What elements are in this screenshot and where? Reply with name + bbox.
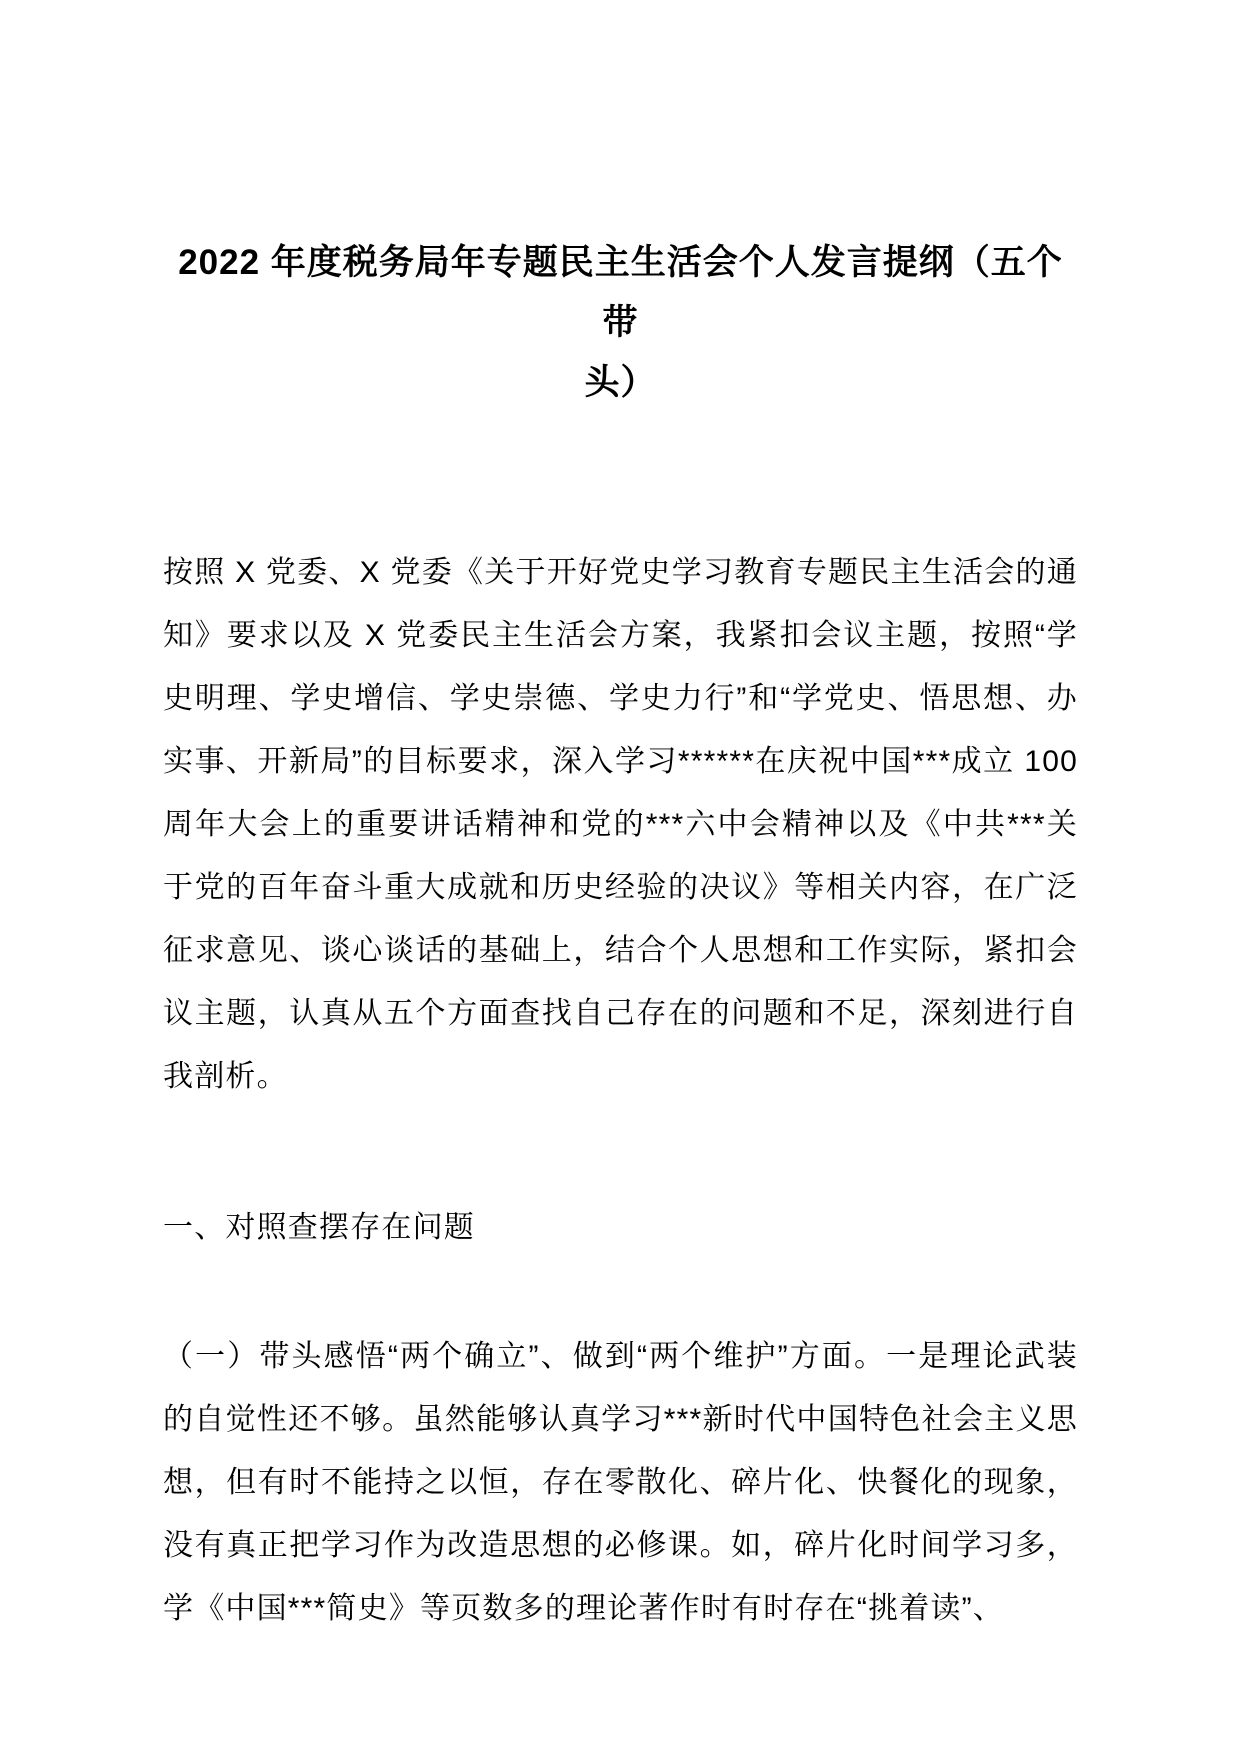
section-heading-1: 一、对照查摆存在问题 [163,1211,475,1244]
document-title [163,233,1078,413]
document-title-line-1: 2022 年度税务局年专题民主生活会个人发言提纲（五个带 [178,243,1063,342]
intro-paragraph: 按照 X 党委、X 党委《关于开好党史学习教育专题民主生活会的通知》要求以及 X 党委民主生活会方案，我紧扣会议主题，按照“学史明理、学史增信、学史崇德、学史力行”和“学党史、悟思想、办实事、开新局”的目标要求，深入学习******在庆祝中国***成立 100 周年大会上的重要讲话精神和党的***六中会精神以及《中共***关于党的百年奋斗重大成就和历史经验的决议》等相关内容，在广泛征求意见、谈心谈话的基础上，结合个人思想和工作实际，紧扣会议主题，认真从五个方面查找自己存在的问题和不足，深刻进行自我剖析。 [163,556,1078,1093]
document-content [163,233,1078,1640]
section-1-paragraph-1: （一）带头感悟“两个确立”、做到“两个维护”方面。一是理论武装的自觉性还不够。虽然能够认真学习***新时代中国特色社会主义思想，但有时不能持之以恒，存在零散化、碎片化、快餐化的现象，没有真正把学习作为改造思想的必修课。如，碎片化时间学习多，学《中国***简史》等页数多的理论著作时有时存在“挑着读”、 [163,1340,1078,1625]
document-title-line-2: 头） [584,363,657,402]
